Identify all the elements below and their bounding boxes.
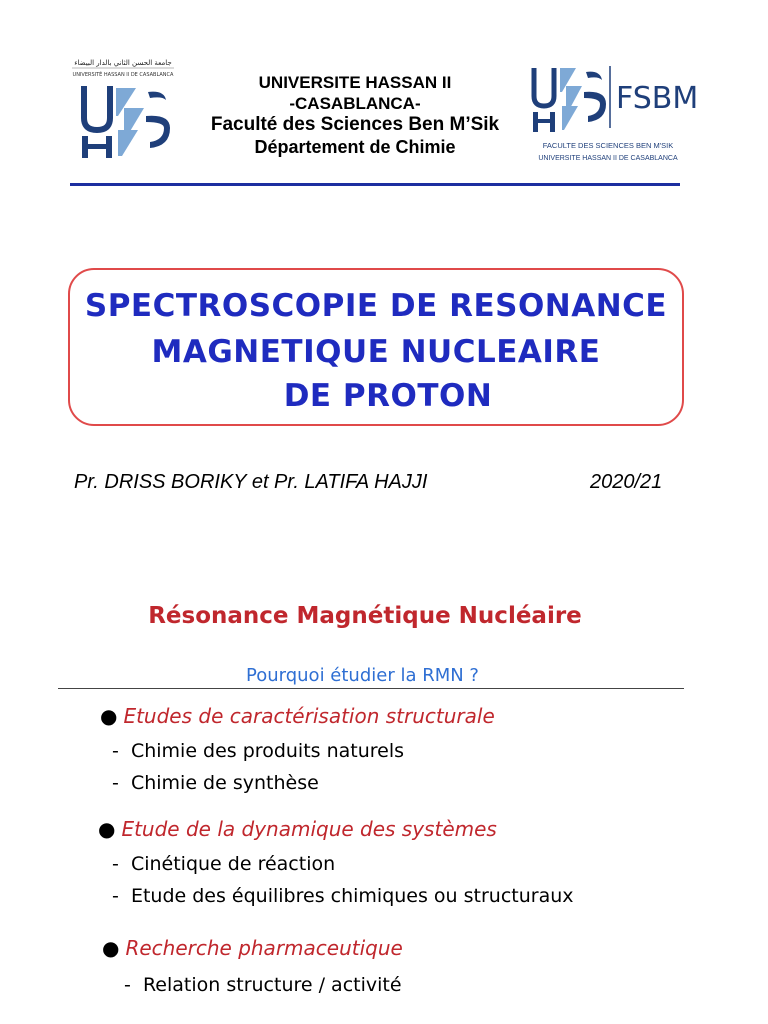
list-item-text: Chimie de synthèse xyxy=(130,772,319,794)
title-box xyxy=(68,268,684,426)
header-divider xyxy=(70,183,680,186)
university-city: -CASABLANCA- xyxy=(289,94,421,113)
dash: - xyxy=(124,974,131,996)
section-subtitle: Pourquoi étudier la RMN ? xyxy=(246,665,479,686)
bullet-label: Recherche pharmaceutique xyxy=(125,936,403,960)
left-logo-name: UNIVERSITÉ HASSAN II DE CASABLANCA xyxy=(72,72,174,78)
dash: - xyxy=(112,772,119,794)
academic-year: 2020/21 xyxy=(590,471,663,493)
title-line-2: MAGNETIQUE NUCLEAIRE xyxy=(151,334,601,370)
list-item-text: Cinétique de réaction xyxy=(130,853,336,875)
list-item-text: Relation structure / activité xyxy=(142,974,402,996)
list-item xyxy=(112,740,404,762)
authors: Pr. DRISS BORIKY et Pr. LATIFA HAJJI xyxy=(74,471,428,493)
list-item xyxy=(112,885,574,907)
uh2c-logo-icon xyxy=(66,56,180,160)
list-item xyxy=(124,974,402,996)
list-item xyxy=(112,853,335,875)
section-divider xyxy=(58,688,684,689)
title-line-3: DE PROTON xyxy=(283,378,493,414)
list-item-text: Chimie des produits naturels xyxy=(130,740,405,762)
fsbm-university-line: UNIVERSITE HASSAN II DE CASABLANCA xyxy=(538,155,678,162)
bullet-item xyxy=(98,817,497,841)
section-title: Résonance Magnétique Nucléaire xyxy=(148,603,582,629)
dash: - xyxy=(112,853,119,875)
fsbm-faculty-line: FACULTE DES SCIENCES BEN M'SIK xyxy=(542,141,674,150)
bullet-item xyxy=(100,704,495,728)
list-item xyxy=(112,772,319,794)
bullet-dot-icon: ● xyxy=(100,704,118,728)
header-block xyxy=(190,72,520,158)
dash: - xyxy=(112,740,119,762)
bullet-label: Etudes de caractérisation structurale xyxy=(123,704,495,728)
bullet-item xyxy=(102,936,403,960)
left-logo-arabic: جامعة الحسن الثاني بالدار البيضاء xyxy=(74,59,172,67)
bullet-dot-icon: ● xyxy=(98,817,116,841)
bullet-label: Etude de la dynamique des systèmes xyxy=(121,817,497,841)
faculty-name: Faculté des Sciences Ben M’Sik xyxy=(210,114,500,135)
bullet-dot-icon: ● xyxy=(102,936,120,960)
title-line-1: SPECTROSCOPIE DE RESONANCE xyxy=(84,288,668,324)
department-name: Département de Chimie xyxy=(254,137,456,157)
dash: - xyxy=(112,885,119,907)
list-item-text: Etude des équilibres chimiques ou structuraux xyxy=(130,885,574,907)
fsbm-logo-icon xyxy=(528,62,699,170)
fsbm-acronym: FSBM xyxy=(616,81,699,116)
university-name: UNIVERSITE HASSAN II xyxy=(258,73,452,92)
